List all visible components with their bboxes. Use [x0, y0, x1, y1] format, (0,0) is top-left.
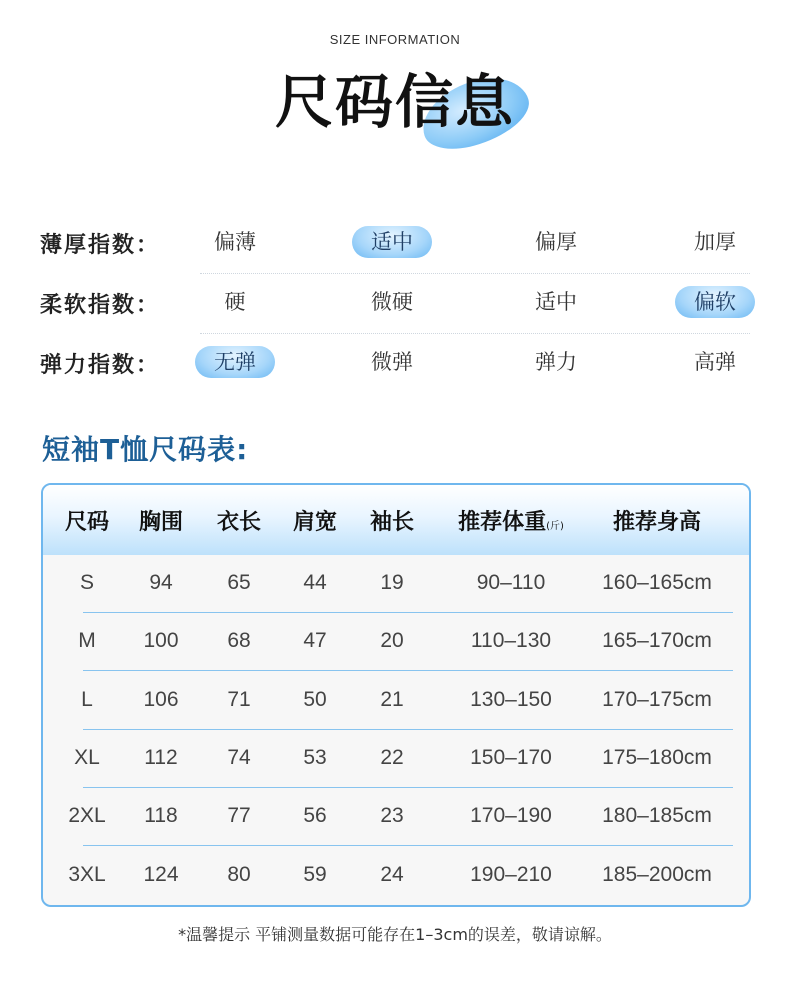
table-header-cell — [577, 505, 737, 536]
table-cell: 94 — [149, 571, 173, 594]
index-option: 偏薄 — [214, 230, 256, 254]
index-option: 高弹 — [694, 350, 736, 374]
index-option-selected: 无弹 — [195, 346, 275, 378]
index-label: 薄厚指数： — [40, 233, 161, 258]
size-table — [41, 483, 751, 907]
index-option: 适中 — [535, 290, 577, 314]
table-cell: 170–190 — [470, 804, 552, 828]
subtitle: SIZE INFORMATION — [329, 32, 461, 47]
table-cell: 2XL — [68, 804, 106, 828]
header-text: 胸围 — [138, 510, 183, 535]
header-text: 推荐体重 — [458, 510, 547, 535]
table-cell: 110–130 — [470, 629, 552, 653]
table-cell: L — [81, 687, 93, 711]
index-option: 偏厚 — [535, 230, 577, 254]
header-text: 衣长 — [216, 510, 261, 535]
weight-unit: (斤) — [546, 521, 564, 532]
table-cell: 124 — [143, 862, 179, 886]
table-cell: 71 — [227, 687, 251, 711]
table-cell: 130–150 — [470, 687, 552, 711]
table-cell: 185–200cm — [602, 862, 712, 886]
table-cell: 44 — [303, 571, 327, 594]
index-option: 加厚 — [694, 230, 736, 254]
table-cell: 165–170cm — [602, 629, 712, 653]
table-cell: 80 — [227, 862, 251, 886]
table-title: 短袖T恤尺码表: — [42, 433, 249, 466]
table-row — [43, 555, 749, 613]
title-area — [0, 62, 790, 142]
table-header-cell — [52, 505, 122, 536]
page-title: 尺码信息 — [274, 68, 515, 136]
table-header-cell — [357, 505, 427, 536]
table-cell: 100 — [143, 629, 179, 653]
table-cell: 23 — [380, 804, 404, 828]
table-cell: 90–110 — [476, 571, 546, 594]
table-header — [43, 485, 749, 555]
table-cell: 175–180cm — [602, 745, 712, 769]
table-row — [43, 788, 749, 846]
table-cell: S — [79, 571, 94, 594]
table-cell: 56 — [303, 804, 327, 828]
table-row — [43, 613, 749, 671]
table-cell: 53 — [303, 745, 327, 769]
table-header-cell — [204, 505, 274, 536]
table-cell: XL — [74, 745, 100, 769]
table-cell: 77 — [227, 804, 251, 828]
index-option: 微硬 — [371, 290, 413, 314]
index-option: 硬 — [224, 290, 246, 314]
table-header-cell — [436, 505, 586, 536]
table-cell: 59 — [303, 862, 327, 886]
table-cell: 68 — [227, 629, 251, 653]
table-cell: 170–175cm — [602, 687, 712, 711]
table-header-cell — [126, 505, 196, 536]
table-cell: M — [78, 629, 96, 653]
table-cell: 24 — [380, 862, 404, 886]
header-text: 尺码 — [64, 510, 109, 535]
table-cell: 21 — [380, 687, 404, 711]
table-cell: 50 — [303, 687, 327, 711]
table-cell: 22 — [380, 745, 404, 769]
index-label: 柔软指数： — [40, 293, 161, 318]
table-cell: 3XL — [68, 862, 106, 886]
table-cell: 150–170 — [470, 745, 552, 769]
table-row — [43, 730, 749, 788]
table-row — [43, 847, 749, 905]
index-label: 弹力指数： — [40, 353, 161, 378]
table-header-cell — [280, 505, 350, 536]
index-option: 微弹 — [371, 350, 413, 374]
table-cell: 112 — [144, 745, 178, 769]
index-option-selected: 偏软 — [675, 286, 755, 318]
header-text: 肩宽 — [292, 510, 337, 535]
header-text: 袖长 — [369, 510, 414, 535]
table-cell: 118 — [144, 804, 178, 828]
table-cell: 20 — [380, 629, 404, 653]
index-option: 弹力 — [535, 350, 577, 374]
table-cell: 47 — [303, 629, 327, 653]
index-option-selected: 适中 — [352, 226, 432, 258]
table-cell: 190–210 — [470, 862, 552, 886]
table-row — [43, 672, 749, 730]
index-row — [40, 274, 750, 334]
table-cell: 19 — [380, 571, 404, 594]
header-text: 推荐身高 — [612, 510, 701, 535]
table-cell: 74 — [227, 745, 251, 769]
table-cell: 65 — [227, 571, 251, 594]
index-row — [40, 214, 750, 274]
measurement-note: *温馨提示 平铺测量数据可能存在1–3cm的误差，敬请谅解。 — [178, 925, 612, 944]
index-row — [40, 334, 750, 394]
table-cell: 106 — [143, 687, 179, 711]
table-cell: 180–185cm — [602, 804, 712, 828]
table-cell: 160–165cm — [602, 571, 712, 594]
